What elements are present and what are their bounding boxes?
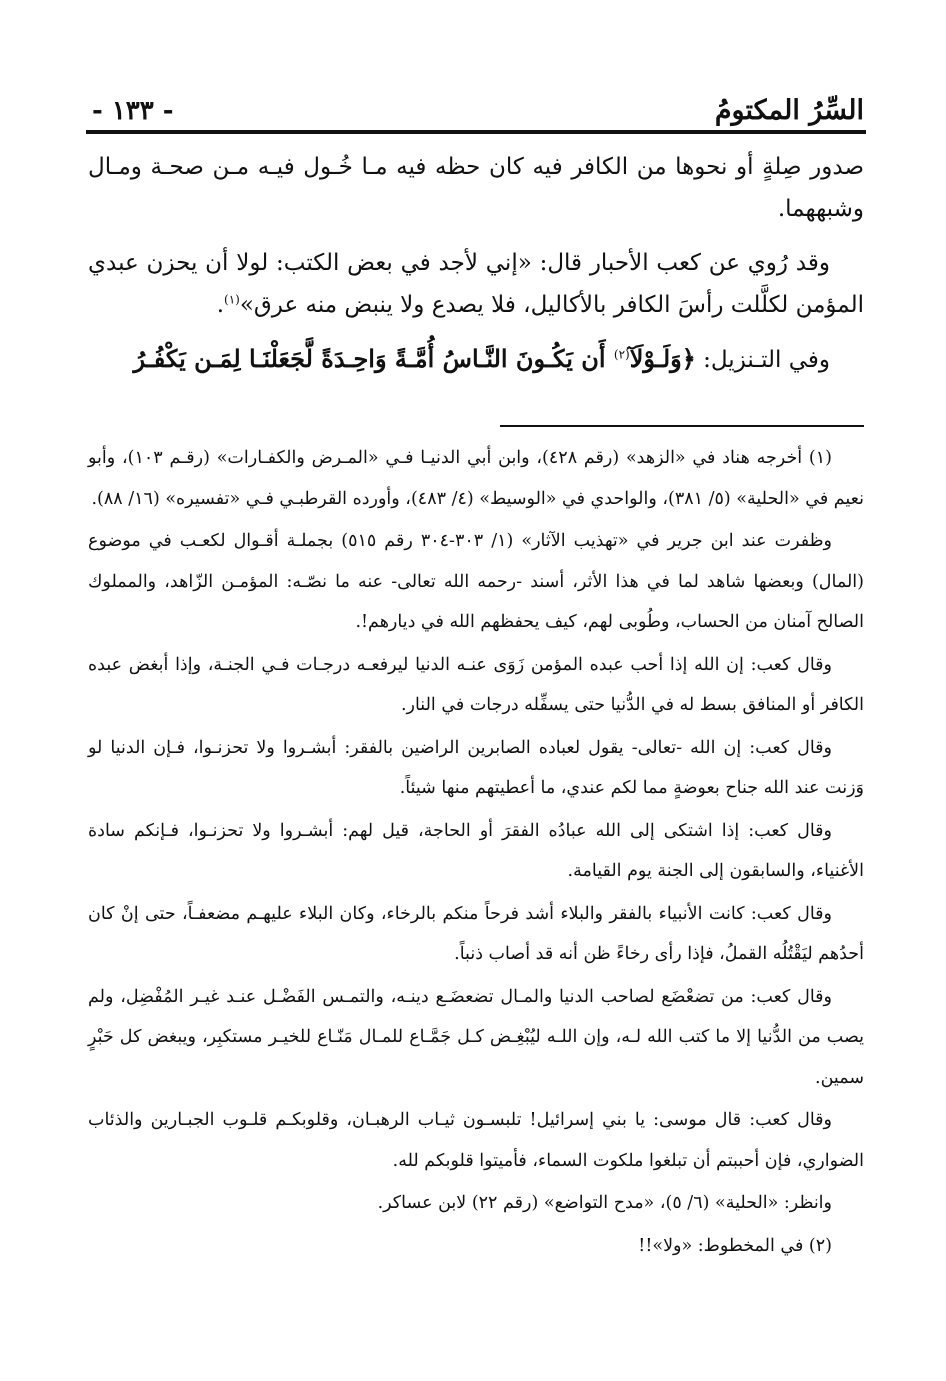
main-paragraph-3 (88, 338, 864, 381)
footnote-2: (٢) في المخطوط: «ولا»!! (638, 1235, 832, 1256)
footnotes (88, 438, 864, 1268)
running-title: السِّرُ المكتومُ (714, 95, 864, 126)
footnote-1-paragraph-h: وقال كعب: قال موسى: يا بني إسرائيل! تلبسـون ثيـاب الرهبـان، وقلوبكـم قلـوب الجبـارين والذئاب الضواري، فإن أحببتم أن تبلغوا ملكوت السماء، فأميتوا قلوبكم لله. (88, 1110, 864, 1171)
footnote-1-paragraph-e: وقال كعب: إذا اشتكى إلى الله عبادُه الفقرَ أو الحاجة، قيل لهم: أبشـروا ولا تحزنـوا، فـإنكم سادة الأغنياء، والسابقون إلى الجنة يوم القيامة. (88, 820, 864, 881)
page-header (92, 86, 864, 130)
main-paragraph-2 (88, 242, 864, 326)
footnote-ref-2[interactable]: (٢) (613, 347, 630, 362)
footnote-ref-1[interactable]: (١) (224, 292, 240, 307)
footnote-rule (500, 425, 864, 427)
main-paragraph-2-end: . (216, 292, 225, 318)
main-text (88, 146, 864, 393)
page-number: - ١٣٣ - (92, 96, 174, 126)
footnote-1-paragraph-g: وقال كعب: من تضعْضَع لصاحب الدنيا والمـال تضعضَـع دينـه، والتمـس الفَضْـل عنـد غيـر المُفْضِل، ولم يصب من الدُّنيا إلا ما كتب الله لـه، وإن اللـه ليُبْغِـض كـل جَمَّـاع للمـال مَنّـاع للخيـر مستكبِر، ويبغض كل حَبْرٍ سمين. (88, 986, 864, 1088)
footnote-1-paragraph-d: وقال كعب: إن الله -تعالى- يقول لعباده الصابرين الراضين بالفقر: أبشـروا ولا تحزنـوا، فـإن الدنيا لو وَزنت عند الله جناح بعوضةٍ مما لكم عندي، ما أعطيتهم منها شيئاً. (88, 737, 864, 798)
main-paragraph-1: صدور صِلةٍ أو نحوها من الكافر فيه كان حظه فيه مـا خُـول فيـه مـن صحـة ومـال وشبههما. (88, 154, 864, 222)
header-rule (86, 130, 866, 134)
footnote-1: (١) أخرجه هناد في «الزهد» (رقم ٤٢٨)، وابن أبي الدنيـا فـي «المـرض والكفـارات» (رقـم ١٠٣)، وأبو نعيم في «الحلية» (٥/ ٣٨١)، والواحدي في «الوسيط» (٤/ ٤٨٣)، وأورده القرطبـي فـي «تفسيره» (١٦/ ٨٨). (88, 448, 864, 509)
footnote-1-paragraph-b: وظفرت عند ابن جرير في «تهذيب الآثار» (١/ ٣٠٣-٣٠٤ رقم ٥١٥) بجملـة أقـوال لكعـب في موضوع (المال) وبعضها شاهد لما في هذا الأثر، أسند -رحمه الله تعالى- عنه ما نصّـه: المؤمـن الزّاهد، والمملوك الصالح آمنان من الحساب، وطُوبى لهم، كيف يحفظهم الله في ديارهم!. (88, 531, 864, 632)
quran-verse-part-b: أَن يَكُـونَ النَّـاسُ أُمَّـةً وَاحِـدَةً لَّجَعَلْنَـا لِمَـن يَكْفُـرُ (133, 344, 614, 373)
quran-verse-part-a: ﴿وَلَـوْلَآ (629, 344, 696, 373)
footnote-1-paragraph-c: وقال كعب: إن الله إذا أحب عبده المؤمن زَوَى عنـه الدنيا ليرفعـه درجـات فـي الجنـة، وإذا أبغض عبده الكافر أو المنافق بسط له في الدُّنيا حتى يسفِّله درجات في النار. (88, 654, 864, 715)
footnote-1-paragraph-f: وقال كعب: كانت الأنبياء بالفقر والبلاء أشد فرحاً منكم بالرخاء، وكان البلاء عليهـم مضعفـاً، حتى إنْ كان أحدُهم ليَقْتُلُه القملُ، فإذا رأى رخاءً ظن أنه قد أصاب ذنباً. (88, 903, 864, 964)
footnote-1-paragraph-i: وانظر: «الحلية» (٦/ ٥)، «مدح التواضع» (رقم ٢٢) لابن عساكر. (377, 1193, 832, 1213)
main-paragraph-2-text: وقد رُوي عن كعب الأحبار قال: «إني لأجد في بعض الكتب: لولا أن يحزن عبدي المؤمن لكلَّلت رأسَ الكافر بالأكاليل، فلا يصدع ولا ينبض منه عرق» (88, 250, 864, 318)
main-paragraph-3-intro: وفي التـنزيل: (695, 347, 830, 373)
